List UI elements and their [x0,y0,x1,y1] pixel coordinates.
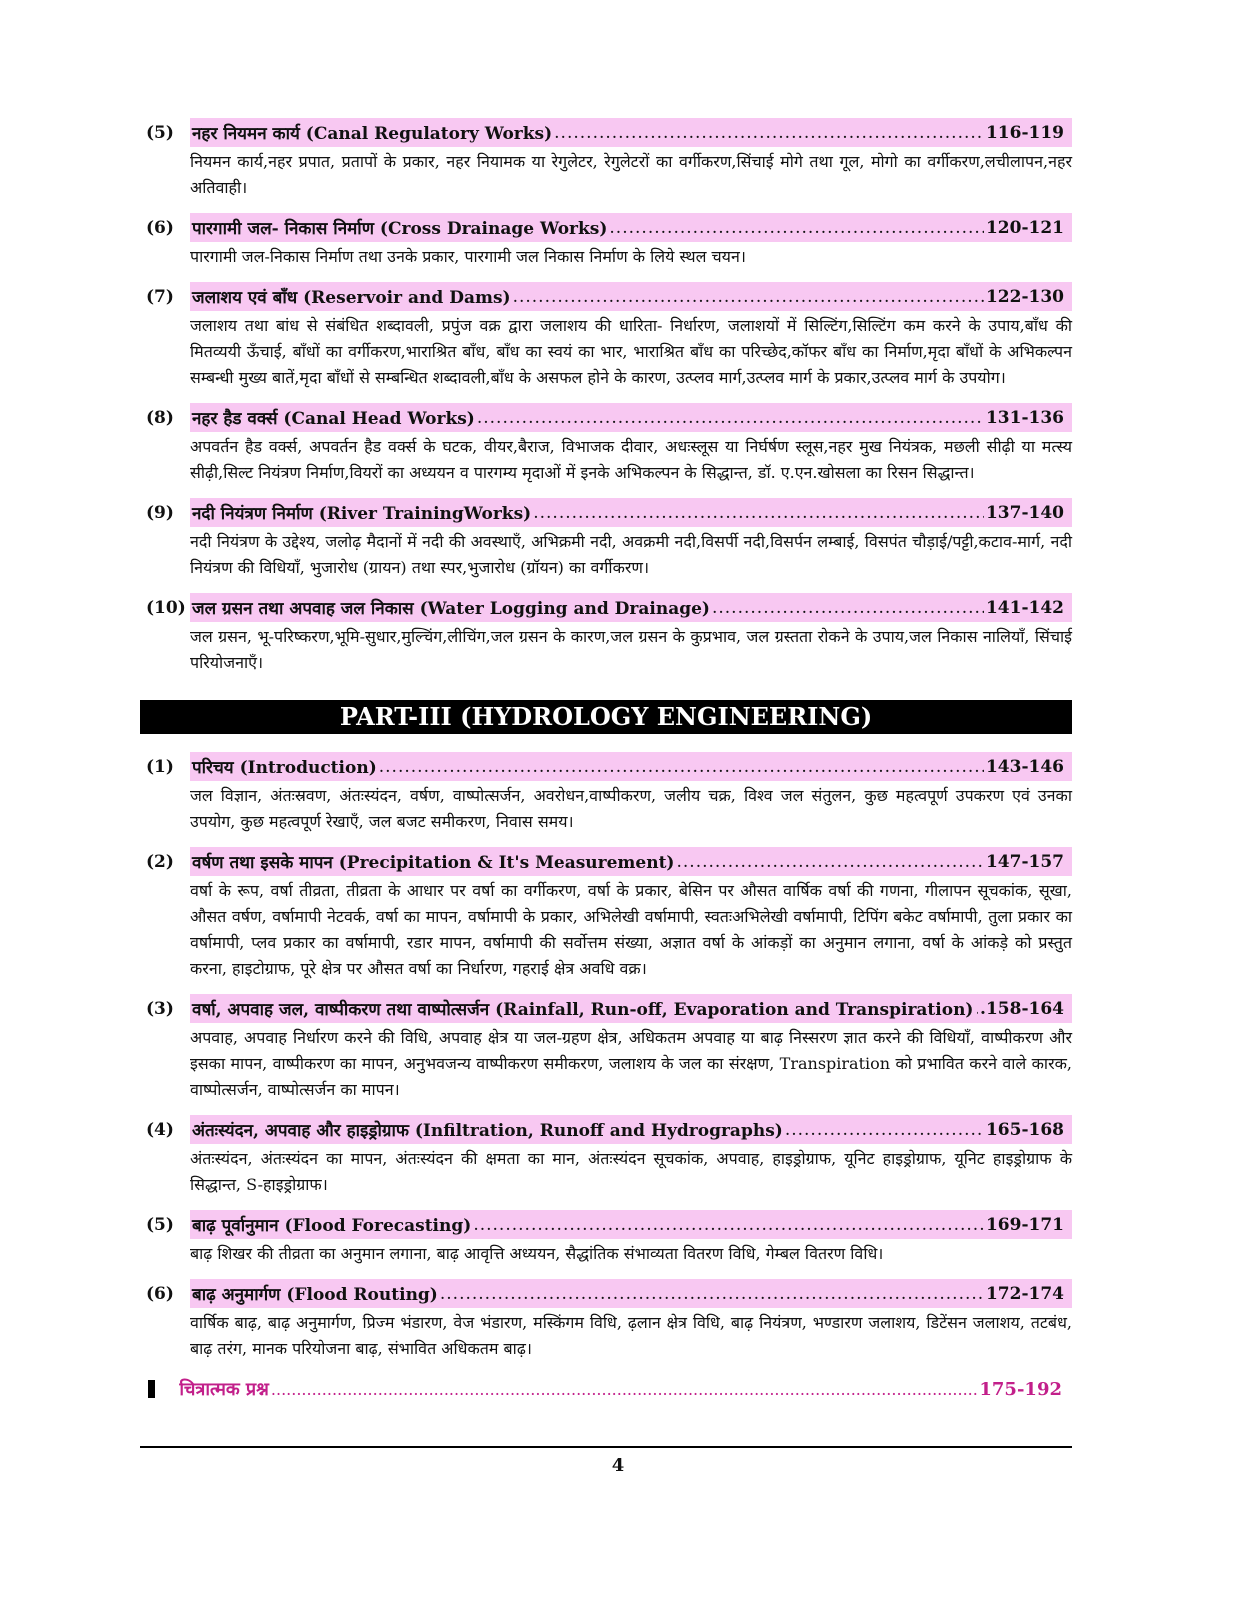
entry-heading [140,498,1072,527]
entry-title-bar [190,213,1072,242]
entry-description: अपवर्तन हैड वर्क्स, अपवर्तन हैड वर्क्स के घटक, वीयर,बैराज, विभाजक दीवार, अधःस्लूस या निर्घर्षण स्लूस,नहर मुख नियंत्रक, मछली सीढ़ी या मत्स्य सीढ़ी,सिल्ट नियंत्रण निर्माण,वियरों का अध्ययन व पारगम्य मृदाओं में इनके अभिकल्पन के सिद्धान्त, डॉ. ए.एन.खोसला का रिसन सिद्धान्त। [190,437,1072,482]
entry-pages: 122-130 [985,286,1064,307]
entry-title-bar [190,118,1072,147]
dot-leader [785,1120,984,1140]
entry-title: परिचय (Introduction) [192,758,377,778]
entry-heading [140,1210,1072,1239]
entry-title-bar [190,1210,1072,1239]
entry-description: अंतःस्यंदन, अंतःस्यंदन का मापन, अंतःस्यंदन की क्षमता का मान, अंतःस्यंदन सूचकांक, अपवाह, हाइड्रोग्राफ, यूनिट हाइड्रोग्राफ, यूनिट हाइड्रोग्राफ के सिद्धान्त, S-हाइड्रोग्राफ। [190,1149,1072,1194]
entry-number: (9) [146,502,174,523]
entry-number: (6) [146,217,174,238]
entry-title-bar [190,752,1072,781]
entry-number: (4) [146,1119,174,1140]
entry-title: पारगामी जल- निकास निर्माण (Cross Drainage Works) [192,219,608,239]
entry-number: (10) [146,597,186,618]
entry-number: (7) [146,286,174,307]
toc-entry [140,994,1072,1103]
entry-description: वर्षा के रूप, वर्षा तीव्रता, तीव्रता के आधार पर वर्षा का वर्गीकरण, वर्षा के प्रकार, बेसिन पर औसत वार्षिक वर्षा की गणना, गीलापन सूचकांक, सूखा, औसत वर्षण, वर्षामापी नेटवर्क, वर्षा का मापन, वर्षामापी के प्रकार, अभिलेखी वर्षामापी, स्वतःअभिलेखी वर्षामापी, टिपिंग बकेट वर्षामापी, तुला प्रकार का वर्षामापी, प्लव प्रकार का वर्षामापी, रडार मापन, वर्षामापी की सर्वोत्तम संख्या, अज्ञात वर्षा के आंकड़ों का अनुमान लगाना, वर्षा के आंकड़े को प्रस्तुत करना, हाइटोग्राफ, पूरे क्षेत्र पर औसत वर्षा का निर्धारण, गहराई क्षेत्र अवधि वक्र। [190,881,1072,978]
toc-entry [140,593,1072,676]
entry-number: (6) [146,1283,174,1304]
entry-pages: 137-140 [985,502,1064,523]
entry-title-bar [190,1115,1072,1144]
entry-title: बाढ़ पूर्वानुमान (Flood Forecasting) [192,1216,472,1236]
entry-heading [140,118,1072,147]
entry-description: वार्षिक बाढ़, बाढ़ अनुमार्गण, प्रिज्म भंडारण, वेज भंडारण, मस्किंगम विधि, ढ़लान क्षेत्र विधि, बाढ़ नियंत्रण, भण्डारण जलाशय, डिटेंसन जलाशय, तटबंध, बाढ़ तरंग, मानक परियोजना बाढ़, संभावित अधिकतम बाढ़। [190,1313,1072,1358]
entry-title: अंतःस्यंदन, अपवाह और हाइड्रोग्राफ (Infiltration, Runoff and Hydrographs) [192,1121,783,1141]
entry-pages: 172-174 [985,1283,1064,1304]
dot-leader [271,1380,977,1399]
entry-description: बाढ़ शिखर की तीव्रता का अनुमान लगाना, बाढ़ आवृत्ति अध्ययन, सैद्धांतिक संभाव्यता वितरण विधि, गेम्बल वितरण विधि। [190,1244,884,1263]
pictorial-pages: 175-192 [979,1378,1062,1400]
entry-heading [140,1279,1072,1308]
entry-pages: 116-119 [985,122,1064,143]
pictorial-questions-row [140,1374,1072,1404]
dot-leader [477,408,984,428]
square-bullet-icon [148,1380,155,1398]
entry-heading [140,282,1072,311]
pictorial-title: चित्रात्मक प्रश्न [179,1379,269,1400]
entry-number: (5) [146,1214,174,1235]
toc-entry [140,752,1072,835]
entry-title-bar [190,593,1072,622]
entry-description: अपवाह, अपवाह निर्धारण करने की विधि, अपवाह क्षेत्र या जल-ग्रहण क्षेत्र, अधिकतम अपवाह या बाढ़ निस्सरण ज्ञात करने की विधियाँ, वाष्पीकरण और इसका मापन, वाष्पीकरण का मापन, अनुभवजन्य वाष्पीकरण समीकरण, जलाशय के जल का संरक्षण, Transpiration को प्रभावित करने वाले कारक, वाष्पोत्सर्जन, वाष्पोत्सर्जन का मापन। [190,1028,1072,1099]
toc-page [140,118,1072,1404]
dot-leader [513,287,984,307]
entry-title: नदी नियंत्रण निर्माण (River TrainingWorks) [192,504,532,524]
part3-section [140,752,1072,1362]
dot-leader [379,757,984,777]
entry-pages: 131-136 [985,407,1064,428]
entry-heading [140,752,1072,781]
entry-title: जल ग्रसन तथा अपवाह जल निकास (Water Logging and Drainage) [192,599,710,619]
dot-leader [676,852,983,872]
entry-number: (1) [146,756,174,777]
entry-title-bar [190,994,1072,1023]
entry-description: नियमन कार्य,नहर प्रपात, प्रतापों के प्रकार, नहर नियामक या रेगुलेटर, रेगुलेटरों का वर्गीकरण,सिंचाई मोगे तथा गूल, मोगो का वर्गीकरण,लचीलापन,नहर अतिवाही। [190,152,1072,197]
entry-title: वर्षा, अपवाह जल, वाष्पीकरण तथा वाष्पोत्सर्जन (Rainfall, Run-off, Evaporation and Transpiration) [192,1000,974,1020]
entry-description: नदी नियंत्रण के उद्देश्य, जलोढ़ मैदानों में नदी की अवस्थाएँ, अभिक्रमी नदी, अवक्रमी नदी,विसर्पी नदी,विसर्पन लम्बाई, विसपंत चौड़ाई/पट्टी,कटाव-मार्ग, नदी नियंत्रण की विधियाँ, भुजारोध (ग्रायन) तथा स्पर,भुजारोध (ग्रॉयन) का वर्गीकरण। [190,532,1072,577]
toc-entry [140,118,1072,201]
entry-heading [140,213,1072,242]
entry-heading [140,1115,1072,1144]
toc-entry [140,282,1072,391]
part3-heading: PART-III (HYDROLOGY ENGINEERING) [140,700,1072,734]
dot-leader [440,1284,984,1304]
entry-description: जल ग्रसन, भू-परिष्करण,भूमि-सुधार,मुल्चिंग,लीचिंग,जल ग्रसन के कारण,जल ग्रसन के कुप्रभाव, जल ग्रस्तता रोकने के उपाय,जल निकास नालियाँ, सिंचाई परियोजनाएँ। [190,627,1072,672]
toc-entry [140,1279,1072,1362]
entry-pages: 120-121 [985,217,1064,238]
toc-entry [140,213,1072,270]
dot-leader [975,999,978,1019]
entry-number: (3) [146,998,174,1019]
entry-heading [140,994,1072,1023]
entry-number: (5) [146,122,174,143]
toc-entry [140,1115,1072,1198]
dot-leader [533,503,984,523]
toc-entry [140,403,1072,486]
entry-title: जलाशय एवं बाँध (Reservoir and Dams) [192,288,511,308]
entry-title-bar [190,282,1072,311]
footer-rule [140,1446,1072,1448]
entry-heading [140,593,1072,622]
entry-number: (2) [146,851,174,872]
entry-description: पारगामी जल-निकास निर्माण तथा उनके प्रकार, पारगामी जल निकास निर्माण के लिये स्थल चयन। [190,247,746,266]
entry-title: बाढ़ अनुमार्गण (Flood Routing) [192,1285,438,1305]
entry-description: जलाशय तथा बांध से संबंधित शब्दावली, प्रपुंज वक्र द्वारा जलाशय की धारिता- निर्धारण, जलाशयों में सिल्टिंग,सिल्टिंग कम करने के उपाय,बाँध की मितव्ययी ऊँचाई, बाँधों का वर्गीकरण,भाराश्रित बाँध, बाँध का स्वयं का भार, भाराश्रित बाँध का परिच्छेद,कॉफर बाँध का निर्माण,मृदा बाँधों के अभिकल्पन सम्बन्धी मुख्य बातें,मृदा बाँधों से सम्बन्धित शब्दावली,बाँध के असफल होने के कारण, उत्प्लव मार्ग,उत्प्लव मार्ग के प्रकार,उत्प्लव मार्ग के उपयोग। [190,316,1072,387]
entry-number: (8) [146,407,174,428]
entry-title-bar [190,1279,1072,1308]
entry-title: नहर हैड वर्क्स (Canal Head Works) [192,409,475,429]
entry-title-bar [190,847,1072,876]
entry-pages: 165-168 [985,1119,1064,1140]
dot-leader [712,598,984,618]
entry-heading [140,847,1072,876]
entry-title: वर्षण तथा इसके मापन (Precipitation & It's Measurement) [192,853,675,873]
entry-description: जल विज्ञान, अंतःस्रवण, अंतःस्यंदन, वर्षण, वाष्पोत्सर्जन, अवरोधन,वाष्पीकरण, जलीय चक्र, विश्व जल संतुलन, कुछ महत्वपूर्ण उपकरण एवं उनका उपयोग, कुछ महत्वपूर्ण रेखाएँ, जल बजट समीकरण, निवास समय। [190,786,1072,831]
dot-leader [473,1215,984,1235]
entry-pages: .158-164 [980,998,1064,1019]
dot-leader [609,218,984,238]
entry-title: नहर नियमन कार्य (Canal Regulatory Works) [192,124,553,144]
entry-heading [140,403,1072,432]
toc-entry [140,498,1072,581]
entry-pages: 169-171 [985,1214,1064,1235]
entry-pages: 143-146 [985,756,1064,777]
toc-entry [140,847,1072,982]
entry-pages: 147-157 [985,851,1064,872]
entry-pages: 141-142 [985,597,1064,618]
entry-title-bar [190,403,1072,432]
toc-entry [140,1210,1072,1267]
page-number: 4 [611,1455,625,1476]
entry-title-bar [190,498,1072,527]
dot-leader [554,123,984,143]
part2-section [140,118,1072,676]
